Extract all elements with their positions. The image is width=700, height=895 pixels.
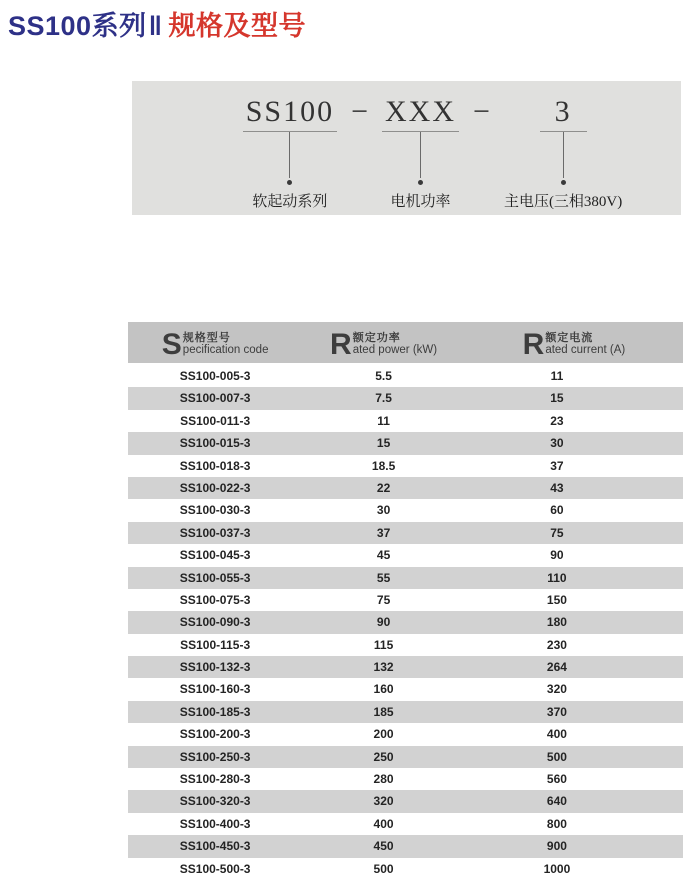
leader-line (420, 132, 421, 178)
rated-current-cell: 43 (550, 480, 564, 495)
spec-code-cell: SS100-030-3 (179, 503, 251, 518)
rated-power-cell: 115 (373, 637, 394, 652)
table-row (128, 835, 683, 857)
rated-power-cell: 15 (376, 436, 391, 451)
leader-dot (287, 180, 292, 185)
rated-power-cell: 5.5 (375, 369, 392, 383)
rated-power-cell: 450 (373, 839, 394, 854)
segment-label-power: 电机功率 (390, 194, 451, 210)
header-rated-current (465, 322, 683, 363)
table-row (128, 656, 683, 678)
spec-code-cell: SS100-022-3 (179, 480, 251, 495)
header-initial: R (522, 328, 545, 361)
rated-power-cell: 7.5 (375, 391, 392, 406)
title-section-text: 规格及型号 (168, 11, 307, 41)
rated-current-cell: 320 (546, 682, 567, 697)
table-row (128, 432, 683, 454)
leader-dot (561, 180, 566, 185)
spec-code-cell: SS100-185-3 (179, 704, 251, 719)
spec-code-cell: SS100-160-3 (179, 682, 251, 697)
table-row (128, 365, 683, 387)
header-cn-label: 规格型号 (182, 332, 231, 344)
segment-label-series: 软起动系列 (252, 194, 328, 210)
spec-code-cell: SS100-115-3 (180, 637, 251, 652)
diagram-segment-series (243, 97, 337, 211)
spec-code-cell: SS100-037-3 (179, 525, 251, 540)
table-row (128, 858, 683, 880)
rated-power-cell: 250 (373, 749, 394, 764)
rated-current-cell: 370 (546, 704, 567, 719)
segment-code-voltage: 3 (540, 97, 587, 132)
rated-current-cell: 230 (546, 637, 567, 652)
table-row (128, 790, 683, 812)
rated-power-cell: 185 (373, 704, 394, 719)
header-rated-power (302, 322, 465, 363)
spec-code-cell: SS100-280-3 (179, 772, 251, 787)
rated-current-cell: 75 (550, 525, 564, 540)
segment-code-power: XXX (382, 97, 459, 132)
rated-current-cell: 15 (550, 391, 564, 406)
spec-code-cell: SS100-007-3 (179, 391, 251, 406)
spec-code-cell: SS100-045-3 (179, 548, 251, 563)
model-code-diagram (132, 81, 681, 215)
table-row (128, 477, 683, 499)
rated-current-cell: 150 (546, 592, 567, 607)
rated-current-cell: 180 (546, 615, 567, 630)
table-row (128, 813, 683, 835)
rated-power-cell: 45 (376, 548, 391, 563)
header-text-stack (353, 332, 437, 356)
dash-separator: − (473, 95, 490, 128)
rated-current-cell: 500 (546, 749, 567, 764)
leader-dot (418, 180, 423, 185)
table-row (128, 522, 683, 544)
rated-current-cell: 400 (546, 727, 567, 742)
segment-code-series: SS100 (243, 97, 337, 132)
rated-power-cell: 200 (373, 727, 394, 742)
table-row (128, 611, 683, 633)
rated-power-cell: 75 (376, 592, 391, 607)
table-row (128, 701, 683, 723)
rated-power-cell: 22 (376, 480, 391, 495)
rated-current-cell: 37 (550, 458, 564, 473)
rated-current-cell: 640 (546, 794, 567, 809)
spec-code-cell: SS100-011-3 (180, 413, 251, 428)
table-row (128, 499, 683, 521)
table-row (128, 768, 683, 790)
spec-code-cell: SS100-400-3 (179, 816, 251, 831)
header-en-label: ated power (kW) (352, 344, 438, 356)
spec-code-cell: SS100-320-3 (179, 794, 251, 809)
rated-current-cell: 30 (550, 436, 564, 451)
header-initial: R (330, 328, 352, 361)
rated-current-cell: 560 (546, 772, 567, 787)
specification-table (128, 322, 683, 880)
header-cn-label: 额定功率 (352, 332, 401, 344)
header-text-stack (183, 332, 269, 356)
spec-code-cell: SS100-005-3 (179, 369, 251, 383)
rated-power-cell: 55 (376, 570, 391, 585)
rated-power-cell: 500 (373, 861, 394, 876)
rated-current-cell: 11 (550, 369, 564, 383)
table-row (128, 387, 683, 409)
header-en-label: ated current (A) (545, 344, 626, 356)
table-row (128, 544, 683, 566)
spec-code-cell: SS100-018-3 (179, 458, 251, 473)
rated-power-cell: 320 (373, 794, 394, 809)
rated-power-cell: 11 (377, 413, 390, 428)
table-row (128, 455, 683, 477)
dash-separator: − (351, 95, 369, 128)
spec-code-cell: SS100-250-3 (179, 749, 251, 764)
spec-code-cell: SS100-200-3 (179, 727, 251, 742)
leader-line (289, 132, 290, 178)
header-initial: S (161, 328, 182, 361)
rated-current-cell: 264 (546, 660, 567, 675)
title-separator: ‖ (148, 11, 163, 41)
segment-label-voltage: 主电压(三相380V) (503, 194, 623, 210)
diagram-segment-power (382, 97, 459, 211)
page-title (8, 4, 306, 43)
rated-power-cell: 90 (376, 615, 391, 630)
rated-power-cell: 18.5 (371, 458, 396, 473)
table-row (128, 634, 683, 656)
spec-code-cell: SS100-090-3 (179, 615, 251, 630)
table-row (128, 567, 683, 589)
rated-current-cell: 1000 (543, 861, 571, 876)
spec-code-cell: SS100-055-3 (179, 570, 251, 585)
table-row (128, 746, 683, 768)
rated-power-cell: 400 (373, 816, 394, 831)
table-row (128, 678, 683, 700)
diagram-segment-voltage (504, 97, 622, 211)
table-row (128, 723, 683, 745)
spec-code-cell: SS100-015-3 (179, 436, 251, 451)
rated-current-cell: 90 (550, 548, 564, 563)
spec-code-cell: SS100-075-3 (179, 592, 251, 607)
rated-current-cell: 60 (550, 503, 564, 518)
table-row (128, 589, 683, 611)
table-row (128, 410, 683, 432)
model-code-formula (184, 81, 681, 211)
rated-current-cell: 800 (546, 816, 567, 831)
rated-power-cell: 30 (376, 503, 391, 518)
rated-current-cell: 900 (546, 839, 567, 854)
header-specification-code (128, 322, 302, 363)
table-header-row (128, 322, 683, 363)
spec-code-cell: SS100-500-3 (179, 861, 251, 876)
rated-power-cell: 280 (373, 772, 394, 787)
leader-line (563, 132, 564, 178)
rated-power-cell: 160 (373, 682, 394, 697)
header-cn-label: 额定电流 (545, 332, 594, 344)
rated-power-cell: 132 (373, 660, 394, 675)
rated-current-cell: 23 (550, 413, 564, 428)
spec-code-cell: SS100-132-3 (179, 660, 251, 675)
title-series-text: SS100系列 (8, 11, 147, 41)
header-en-label: pecification code (182, 344, 269, 356)
spec-code-cell: SS100-450-3 (179, 839, 251, 854)
rated-power-cell: 37 (376, 525, 391, 540)
header-text-stack (545, 332, 625, 356)
spec-table-body (128, 365, 683, 880)
rated-current-cell: 110 (547, 570, 567, 585)
